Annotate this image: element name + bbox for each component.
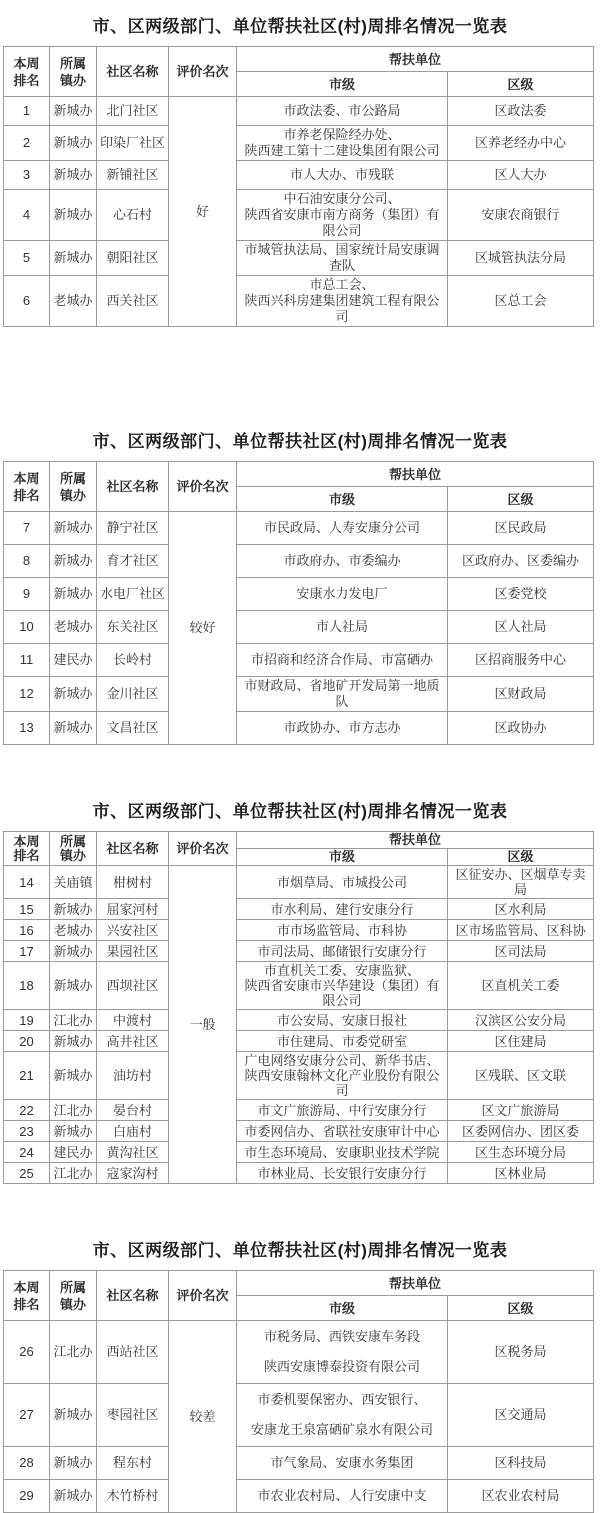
table-row [4,1384,594,1447]
cell-community-name: 寇家沟村 [97,1163,169,1184]
city-unit-line: 陕西建工第十二建设集团有限公司 [244,143,440,158]
city-unit-line: 陕西省安康市南方商务（集团）有限公司 [244,207,440,238]
cell-city-level-units [237,1010,448,1031]
cell-week-rank: 17 [4,941,50,962]
cell-district-level-units: 区总工会 [448,276,594,327]
cell-evaluation-grade: 一般 [169,866,237,1184]
cell-town-office: 新城办 [50,241,97,276]
cell-district-level-units: 安康农商银行 [448,190,594,241]
cell-community-name: 晏台村 [97,1100,169,1121]
ranking-table [3,1270,594,1513]
cell-city-level-units [237,611,448,644]
city-unit-line: 市司法局、邮储银行安康分行 [257,943,427,959]
table-row [4,611,594,644]
city-unit-line: 市政协办、市方志办 [283,720,401,735]
cell-city-level-units [237,1142,448,1163]
cell-city-level-units [237,1052,448,1100]
table-row [4,1163,594,1184]
cell-week-rank: 29 [4,1480,50,1513]
header-cell-helper-group: 帮扶单位 [237,832,594,849]
cell-town-office: 关庙镇 [50,866,97,899]
cell-community-name: 新铺社区 [97,161,169,190]
cell-city-level-units [237,190,448,241]
cell-city-level-units [237,899,448,920]
header-cell-grade: 评价名次 [169,47,237,97]
cell-city-level-units [237,962,448,1010]
cell-town-office: 新城办 [50,962,97,1010]
cell-week-rank: 11 [4,644,50,677]
table-title: 市、区两级部门、单位帮扶社区(村)周排名情况一览表 [92,802,508,821]
cell-city-level-units [237,241,448,276]
cell-week-rank: 20 [4,1031,50,1052]
city-unit-line: 市林业局、长安银行安康分行 [257,1165,427,1181]
cell-community-name: 心石村 [97,190,169,241]
header-town-line1: 所属 [59,1279,86,1295]
cell-community-name: 屈家河村 [97,899,169,920]
cell-community-name: 西坝社区 [97,962,169,1010]
city-unit-line: 市民政局、人寿安康分公司 [263,520,420,535]
table-row [4,1447,594,1480]
table-row [4,1142,594,1163]
cell-town-office: 新城办 [50,1384,97,1447]
cell-town-office: 建民办 [50,644,97,677]
table-header [4,1271,594,1321]
table-row [4,941,594,962]
cell-week-rank: 21 [4,1052,50,1100]
table-title: 市、区两级部门、单位帮扶社区(村)周排名情况一览表 [92,1241,508,1260]
city-unit-line: 市城管执法局、国家统计局安康调查队 [244,242,440,273]
table-row [4,899,594,920]
header-rank-line1: 本周 [13,470,40,486]
header-cell-rank [4,832,50,866]
ranking-table-section-4 [0,1236,600,1513]
cell-city-level-units [237,677,448,712]
cell-city-level-units [237,712,448,745]
city-unit-line: 市人社局 [315,619,368,634]
header-rank-line2: 排名 [13,847,40,863]
ranking-table-section-3 [0,797,600,1184]
cell-district-level-units: 区文广旅游局 [448,1100,594,1121]
header-town-line2: 镇办 [59,72,86,88]
cell-city-level-units [237,126,448,161]
table-title: 市、区两级部门、单位帮扶社区(村)周排名情况一览表 [92,432,508,451]
table-row [4,276,594,327]
table-title: 市、区两级部门、单位帮扶社区(村)周排名情况一览表 [92,17,508,36]
cell-district-level-units: 区征安办、区烟草专卖局 [448,866,594,899]
cell-city-level-units [237,1031,448,1052]
cell-district-level-units: 区市场监管局、区科协 [448,920,594,941]
cell-week-rank: 28 [4,1447,50,1480]
cell-district-level-units: 区政协办 [448,712,594,745]
cell-community-name: 木竹桥村 [97,1480,169,1513]
header-cell-town [50,832,97,866]
cell-community-name: 金川社区 [97,677,169,712]
city-unit-line: 市农业农村局、人行安康中支 [257,1488,427,1503]
header-town-line2: 镇办 [59,1296,86,1312]
cell-district-level-units: 区残联、区文联 [448,1052,594,1100]
cell-city-level-units [237,920,448,941]
cell-city-level-units [237,1100,448,1121]
cell-city-level-units [237,1163,448,1184]
cell-community-name: 兴安社区 [97,920,169,941]
cell-week-rank: 15 [4,899,50,920]
city-unit-line: 市委网信办、省联社安康审计中心 [244,1123,440,1139]
header-cell-town [50,462,97,512]
cell-district-level-units: 区直机关工委 [448,962,594,1010]
cell-town-office: 新城办 [50,899,97,920]
cell-district-level-units: 区委党校 [448,578,594,611]
cell-community-name: 中渡村 [97,1010,169,1031]
cell-district-level-units: 区税务局 [448,1321,594,1384]
header-cell-town [50,47,97,97]
table-row [4,920,594,941]
cell-week-rank: 26 [4,1321,50,1384]
cell-town-office: 新城办 [50,578,97,611]
city-unit-line: 陕西兴科房建集团建筑工程有限公司 [244,293,440,324]
header-cell-helper-group: 帮扶单位 [237,1271,594,1296]
header-cell-helper-group: 帮扶单位 [237,47,594,72]
header-cell-city-level: 市级 [237,849,448,866]
table-row [4,190,594,241]
cell-week-rank: 24 [4,1142,50,1163]
cell-city-level-units [237,1480,448,1513]
table-row [4,97,594,126]
header-rank-line1: 本周 [13,833,40,849]
header-row-1 [4,1271,594,1296]
cell-district-level-units: 区财政局 [448,677,594,712]
cell-city-level-units [237,161,448,190]
city-unit-line: 陕西安康博泰投资有限公司 [263,1359,420,1374]
city-unit-line: 市公安局、安康日报社 [276,1012,407,1028]
header-row-1 [4,462,594,487]
cell-town-office: 新城办 [50,126,97,161]
cell-week-rank: 27 [4,1384,50,1447]
header-rank-line2: 排名 [13,1296,40,1312]
cell-town-office: 江北办 [50,1010,97,1031]
city-unit-line: 陕西省安康市兴华建设（集团）有限公司 [244,978,440,1008]
header-town-line1: 所属 [59,470,86,486]
header-cell-city-level: 市级 [237,72,448,97]
cell-town-office: 新城办 [50,1447,97,1480]
ranking-table [3,831,594,1184]
cell-week-rank: 6 [4,276,50,327]
cell-district-level-units: 区人大办 [448,161,594,190]
cell-week-rank: 3 [4,161,50,190]
cell-week-rank: 9 [4,578,50,611]
header-cell-city-level: 市级 [237,487,448,512]
cell-week-rank: 1 [4,97,50,126]
table-row [4,241,594,276]
cell-town-office: 新城办 [50,1052,97,1100]
city-unit-line: 中石油安康分公司、 [283,191,401,206]
table-row [4,578,594,611]
cell-community-name: 白庙村 [97,1121,169,1142]
cell-week-rank: 8 [4,545,50,578]
table-row [4,1100,594,1121]
header-cell-grade: 评价名次 [169,832,237,866]
cell-community-name: 油坊村 [97,1052,169,1100]
header-town-line1: 所属 [59,833,86,849]
city-unit-line: 市总工会、 [309,277,375,292]
cell-city-level-units [237,276,448,327]
cell-district-level-units: 区城管执法分局 [448,241,594,276]
header-rank-line2: 排名 [13,487,40,503]
cell-community-name: 印染厂社区 [97,126,169,161]
cell-town-office: 新城办 [50,1031,97,1052]
table-row [4,1031,594,1052]
cell-district-level-units: 区政府办、区委编办 [448,545,594,578]
cell-week-rank: 7 [4,512,50,545]
cell-district-level-units: 区养老经办中心 [448,126,594,161]
cell-community-name: 育才社区 [97,545,169,578]
cell-evaluation-grade: 较好 [169,512,237,745]
header-rank-line1: 本周 [13,55,40,71]
header-cell-district-level: 区级 [448,849,594,866]
cell-week-rank: 23 [4,1121,50,1142]
cell-town-office: 新城办 [50,190,97,241]
table-row [4,161,594,190]
cell-city-level-units [237,545,448,578]
cell-week-rank: 4 [4,190,50,241]
header-row-1 [4,47,594,72]
cell-district-level-units: 区招商服务中心 [448,644,594,677]
header-cell-community: 社区名称 [97,462,169,512]
cell-town-office: 新城办 [50,677,97,712]
cell-week-rank: 5 [4,241,50,276]
city-unit-line: 市养老保险经办处、 [283,127,401,142]
cell-district-level-units: 区水利局 [448,899,594,920]
cell-district-level-units: 区科技局 [448,1447,594,1480]
cell-community-name: 长岭村 [97,644,169,677]
cell-district-level-units: 汉滨区公安分局 [448,1010,594,1031]
table-row [4,712,594,745]
cell-week-rank: 18 [4,962,50,1010]
cell-town-office: 老城办 [50,611,97,644]
cell-week-rank: 14 [4,866,50,899]
table-row [4,866,594,899]
table-row [4,1321,594,1384]
cell-city-level-units [237,512,448,545]
cell-community-name: 水电厂社区 [97,578,169,611]
header-cell-city-level: 市级 [237,1296,448,1321]
cell-town-office: 新城办 [50,712,97,745]
cell-community-name: 枣园社区 [97,1384,169,1447]
cell-town-office: 新城办 [50,97,97,126]
cell-community-name: 北门社区 [97,97,169,126]
cell-week-rank: 25 [4,1163,50,1184]
header-cell-grade: 评价名次 [169,1271,237,1321]
cell-community-name: 西站社区 [97,1321,169,1384]
cell-district-level-units: 区农业农村局 [448,1480,594,1513]
city-unit-line: 陕西安康翰林文化产业股份有限公司 [244,1068,440,1098]
cell-week-rank: 16 [4,920,50,941]
cell-town-office: 江北办 [50,1100,97,1121]
cell-district-level-units: 区生态环境分局 [448,1142,594,1163]
cell-community-name: 程东村 [97,1447,169,1480]
table-body [4,512,594,745]
city-unit-line: 市烟草局、市城投公司 [276,874,407,890]
table-row [4,677,594,712]
cell-district-level-units: 区住建局 [448,1031,594,1052]
table-row [4,545,594,578]
ranking-table-section-2 [0,427,600,745]
table-body [4,97,594,327]
cell-week-rank: 12 [4,677,50,712]
cell-community-name: 黄沟社区 [97,1142,169,1163]
cell-district-level-units: 区政法委 [448,97,594,126]
cell-community-name: 高井社区 [97,1031,169,1052]
cell-community-name: 西关社区 [97,276,169,327]
cell-community-name: 朝阳社区 [97,241,169,276]
cell-town-office: 老城办 [50,920,97,941]
city-unit-line: 市气象局、安康水务集团 [270,1455,414,1470]
city-unit-line: 市市场监管局、市科协 [276,922,407,938]
cell-city-level-units [237,1384,448,1447]
city-unit-line: 广电网络安康分公司、新华书店、 [244,1053,440,1068]
city-unit-line: 安康龙王泉富硒矿泉水有限公司 [250,1422,433,1437]
header-cell-district-level: 区级 [448,1296,594,1321]
cell-community-name: 东关社区 [97,611,169,644]
cell-city-level-units [237,1447,448,1480]
cell-district-level-units: 区林业局 [448,1163,594,1184]
city-unit-line: 市住建局、市委党研室 [276,1033,407,1049]
header-cell-community: 社区名称 [97,832,169,866]
cell-town-office: 新城办 [50,161,97,190]
cell-week-rank: 2 [4,126,50,161]
city-unit-line: 市政府办、市委编办 [283,553,401,568]
cell-district-level-units: 区司法局 [448,941,594,962]
cell-community-name: 文昌社区 [97,712,169,745]
header-cell-helper-group: 帮扶单位 [237,462,594,487]
table-body [4,866,594,1184]
cell-town-office: 新城办 [50,941,97,962]
cell-week-rank: 10 [4,611,50,644]
city-unit-line: 市委机要保密办、西安银行、 [257,1392,427,1407]
header-cell-rank [4,462,50,512]
city-unit-line: 市招商和经济合作局、市富硒办 [250,652,433,667]
cell-city-level-units [237,941,448,962]
cell-town-office: 新城办 [50,512,97,545]
cell-district-level-units: 区委网信办、团区委 [448,1121,594,1142]
header-cell-rank [4,1271,50,1321]
cell-city-level-units [237,644,448,677]
header-cell-district-level: 区级 [448,487,594,512]
cell-town-office: 江北办 [50,1163,97,1184]
table-row [4,962,594,1010]
city-unit-line: 安康水力发电厂 [296,586,388,601]
cell-district-level-units: 区人社局 [448,611,594,644]
city-unit-line: 市税务局、西铁安康车务段 [263,1329,420,1344]
cell-evaluation-grade: 较差 [169,1321,237,1513]
cell-town-office: 建民办 [50,1142,97,1163]
table-header [4,47,594,97]
cell-community-name: 果园社区 [97,941,169,962]
header-rank-line2: 排名 [13,72,40,88]
header-cell-rank [4,47,50,97]
table-row [4,1052,594,1100]
ranking-table-section-1 [0,12,600,327]
cell-district-level-units: 区民政局 [448,512,594,545]
header-row-1 [4,832,594,849]
city-unit-line: 市水利局、建行安康分行 [270,901,414,917]
cell-week-rank: 13 [4,712,50,745]
cell-town-office: 新城办 [50,1121,97,1142]
cell-week-rank: 22 [4,1100,50,1121]
header-town-line2: 镇办 [59,847,86,863]
cell-city-level-units [237,578,448,611]
cell-city-level-units [237,866,448,899]
header-cell-grade: 评价名次 [169,462,237,512]
cell-community-name: 静宁社区 [97,512,169,545]
cell-district-level-units: 区交通局 [448,1384,594,1447]
table-header [4,462,594,512]
table-row [4,1480,594,1513]
city-unit-line: 市直机关工委、安康监狱、 [263,963,420,978]
cell-city-level-units [237,1321,448,1384]
table-row [4,1121,594,1142]
header-cell-town [50,1271,97,1321]
header-cell-district-level: 区级 [448,72,594,97]
ranking-table [3,461,594,745]
cell-evaluation-grade: 好 [169,97,237,327]
cell-town-office: 新城办 [50,1480,97,1513]
cell-town-office: 老城办 [50,276,97,327]
cell-week-rank: 19 [4,1010,50,1031]
header-cell-community: 社区名称 [97,47,169,97]
header-town-line2: 镇办 [59,487,86,503]
city-unit-line: 市生态环境局、安康职业技术学院 [244,1144,440,1160]
cell-town-office: 江北办 [50,1321,97,1384]
city-unit-line: 市文广旅游局、中行安康分行 [257,1102,427,1118]
city-unit-line: 市人大办、市残联 [289,167,394,182]
table-body [4,1321,594,1513]
table-row [4,126,594,161]
cell-city-level-units [237,97,448,126]
city-unit-line: 市财政局、省地矿开发局第一地质队 [244,678,440,709]
table-row [4,644,594,677]
header-cell-community: 社区名称 [97,1271,169,1321]
header-town-line1: 所属 [59,55,86,71]
ranking-table [3,46,594,327]
header-rank-line1: 本周 [13,1279,40,1295]
cell-community-name: 柑树村 [97,866,169,899]
table-row [4,1010,594,1031]
cell-city-level-units [237,1121,448,1142]
table-row [4,512,594,545]
table-header [4,832,594,866]
cell-town-office: 新城办 [50,545,97,578]
city-unit-line: 市政法委、市公路局 [283,103,401,118]
